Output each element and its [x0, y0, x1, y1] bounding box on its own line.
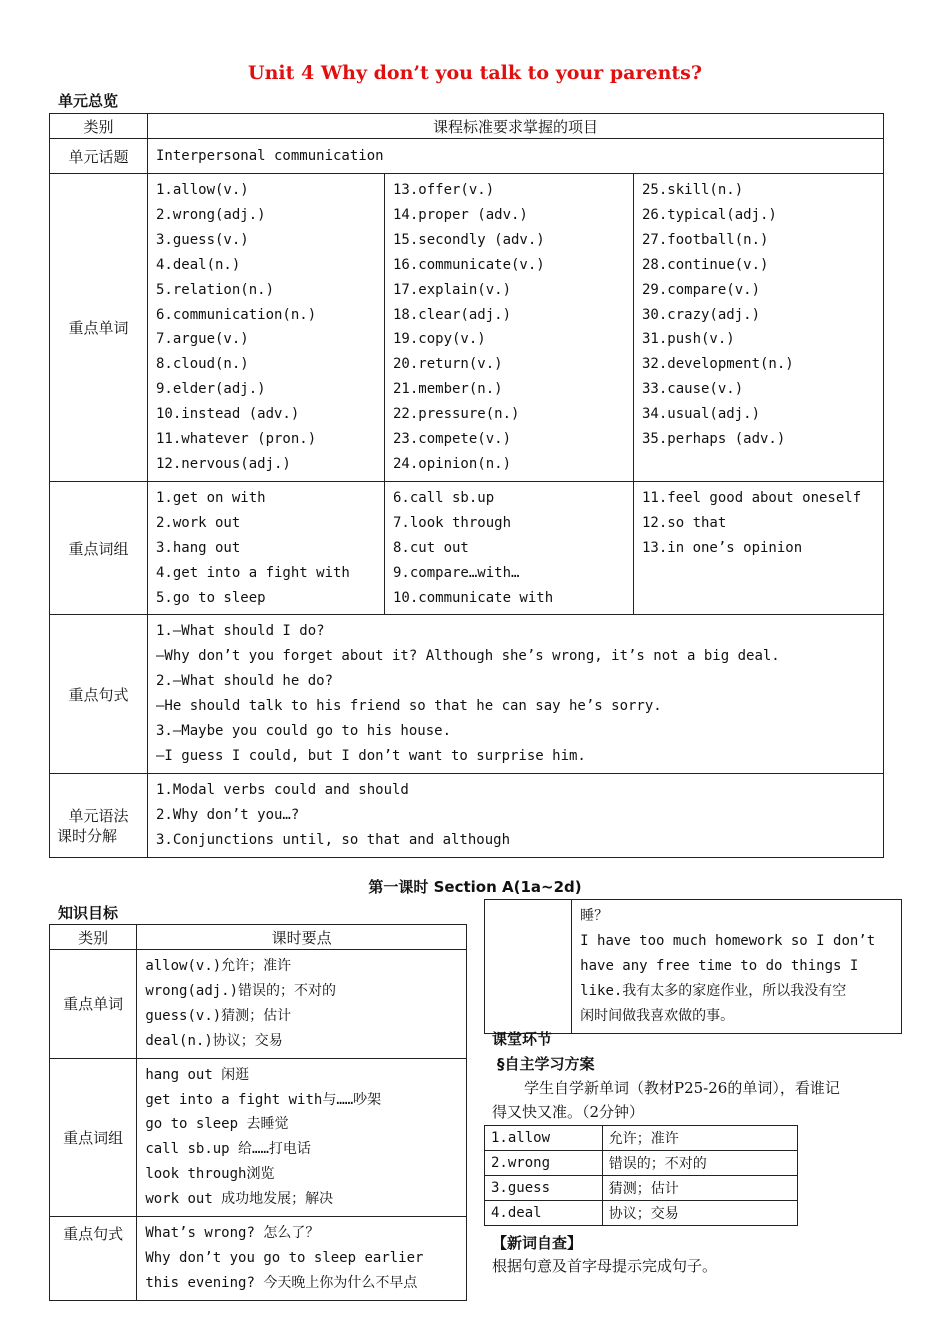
line-item: 3.guess(v.): [156, 231, 249, 248]
line-item: allow(v.)允许；准许: [145, 958, 292, 974]
line-item: 27.football(n.): [642, 231, 769, 248]
line-item: have any free time to do things I: [580, 957, 859, 974]
line-item: 34.usual(adj.): [642, 406, 761, 423]
sentences-label: 重点句式: [50, 615, 148, 773]
vocab-row: [485, 1201, 798, 1226]
left-header-category: 类别: [50, 925, 137, 950]
line-item: 2.wrong(adj.): [156, 206, 266, 223]
line-item: 3.Conjunctions until, so that and although: [156, 831, 511, 848]
line-item: like.我有太多的家庭作业，所以我没有空: [580, 982, 847, 999]
left-phrases-label: 重点词组: [50, 1058, 137, 1216]
line-item: work out 成功地发展；解决: [145, 1191, 334, 1208]
line-item: 33.cause(v.): [642, 381, 744, 398]
line-item: 9.compare…with…: [393, 564, 520, 581]
line-item: go to sleep 去睡觉: [145, 1116, 289, 1133]
line-item: 13.offer(v.): [393, 182, 495, 198]
line-item: guess(v.)猜测；估计: [145, 1007, 292, 1024]
lesson-breakdown-heading: 课时分解: [57, 827, 118, 845]
line-item: 29.compare(v.): [642, 281, 761, 298]
line-item: 睡？: [580, 908, 609, 924]
words-label: 重点单词: [50, 174, 148, 482]
phrases-col2: [385, 481, 634, 615]
line-item: 11.feel good about oneself: [642, 489, 862, 506]
line-item: 1.allow(v.): [156, 182, 249, 198]
left-words-label: 重点单词: [50, 950, 137, 1059]
phrases-col1: [148, 481, 385, 615]
right-sentences-lines: [572, 900, 902, 1034]
vocab-word: 3.guess: [485, 1176, 603, 1201]
left-header-points: 课时要点: [137, 925, 467, 950]
left-sentences-label: 重点句式: [50, 1217, 137, 1301]
line-item: What’s wrong? 怎么了？: [145, 1225, 320, 1242]
vocab-word: 4.deal: [485, 1201, 603, 1226]
vocab-row: [485, 1126, 798, 1151]
line-item: 2.Why don’t you…?: [156, 806, 300, 823]
vocab-row: [485, 1151, 798, 1176]
line-item: I have too much homework so I don’t: [580, 932, 876, 949]
line-item: 21.member(n.): [393, 381, 503, 398]
instruction-text: 根据句意及首字母提示完成句子。: [492, 1257, 718, 1275]
line-item: 7.argue(v.): [156, 331, 249, 348]
line-item: —He should talk to his friend so that he can say he’s sorry.: [156, 698, 662, 715]
line-item: 25.skill(n.): [642, 182, 744, 198]
line-item: 35.perhaps (adv.): [642, 431, 786, 448]
line-item: 12.so that: [642, 514, 727, 531]
words-col1: [148, 174, 385, 482]
line-item: look through浏览: [145, 1166, 275, 1183]
words-col3: [634, 174, 884, 482]
continued-sentences-table: [484, 899, 902, 1034]
line-item: 1.Modal verbs could and should: [156, 781, 409, 798]
line-item: 8.cloud(n.): [156, 356, 249, 373]
line-item: 28.continue(v.): [642, 256, 769, 273]
left-words-lines: [137, 950, 467, 1059]
vocab-word: 2.wrong: [485, 1151, 603, 1176]
line-item: 9.elder(adj.): [156, 381, 266, 398]
page-title: Unit 4 Why don’t you talk to your parents?: [248, 62, 702, 84]
vocab-word: 1.allow: [485, 1126, 603, 1151]
line-item: 15.secondly (adv.): [393, 231, 545, 248]
left-sentences-lines: [137, 1217, 467, 1301]
line-item: this evening? 今天晚上你为什么不早点: [145, 1274, 418, 1291]
line-item: 18.clear(adj.): [393, 306, 512, 323]
line-item: 19.copy(v.): [393, 331, 486, 348]
line-item: —I guess I could, but I don’t want to surprise him.: [156, 747, 586, 764]
line-item: 14.proper (adv.): [393, 206, 528, 223]
line-item: wrong(adj.)错误的；不对的: [145, 982, 337, 999]
header-category: 类别: [50, 114, 148, 139]
line-item: 23.compete(v.): [393, 431, 512, 448]
vocab-row: [485, 1176, 798, 1201]
self-study-heading: §自主学习方案: [497, 1055, 595, 1073]
line-item: 8.cut out: [393, 539, 469, 556]
words-col2: [385, 174, 634, 482]
line-item: 30.crazy(adj.): [642, 306, 761, 323]
knowledge-table: [49, 924, 467, 1301]
line-item: 3.hang out: [156, 539, 241, 556]
left-phrases-lines: [137, 1058, 467, 1216]
phrases-col3: [634, 481, 884, 615]
vocab-meaning: 允许；准许: [602, 1126, 797, 1151]
topic-value: Interpersonal communication: [148, 139, 884, 174]
line-item: 20.return(v.): [393, 356, 503, 373]
line-item: 3.—Maybe you could go to his house.: [156, 723, 452, 740]
phrases-label: 重点词组: [50, 481, 148, 615]
line-item: 4.get into a fight with: [156, 564, 350, 581]
line-item: 5.go to sleep: [156, 589, 266, 606]
line-item: 26.typical(adj.): [642, 206, 777, 223]
lesson-title: 第一课时 Section A(1a~2d): [368, 878, 582, 896]
new-word-check-heading: 【新词自查】: [492, 1234, 583, 1252]
overview-heading: 单元总览: [58, 92, 119, 110]
line-item: 24.opinion(n.): [393, 455, 512, 472]
line-item: 22.pressure(n.): [393, 406, 520, 423]
self-study-line-2: 得又快又准。（2分钟）: [492, 1103, 645, 1121]
line-item: get into a fight with与……吵架: [145, 1091, 382, 1108]
self-study-text: [492, 1076, 902, 1124]
self-study-line-1: 学生自学新单词（教材P25-26的单词），看谁记: [524, 1079, 840, 1097]
line-item: 7.look through: [393, 514, 512, 531]
line-item: Why don’t you go to sleep earlier: [145, 1249, 424, 1266]
line-item: call sb.up 给……打电话: [145, 1141, 311, 1158]
line-item: 2.—What should he do?: [156, 673, 334, 690]
line-item: 10.communicate with: [393, 589, 554, 606]
right-empty-cell: [485, 900, 572, 1034]
line-item: 4.deal(n.): [156, 256, 241, 273]
line-item: 2.work out: [156, 514, 241, 531]
line-item: hang out 闲逛: [145, 1066, 250, 1083]
header-items: 课程标准要求掌握的项目: [148, 114, 884, 139]
grammar-lines: [148, 773, 884, 857]
line-item: 31.push(v.): [642, 331, 735, 348]
line-item: —Why don’t you forget about it? Although she’s wrong, it’s not a big deal.: [156, 648, 780, 665]
line-item: 6.call sb.up: [393, 489, 495, 506]
line-item: 闲时间做我喜欢做的事。: [580, 1007, 735, 1024]
knowledge-heading: 知识目标: [58, 904, 119, 922]
vocab-meaning: 错误的；不对的: [602, 1151, 797, 1176]
line-item: 10.instead (adv.): [156, 406, 300, 423]
line-item: 12.nervous(adj.): [156, 455, 291, 472]
line-item: 32.development(n.): [642, 356, 794, 373]
line-item: 6.communication(n.): [156, 306, 317, 323]
vocab-table: [484, 1125, 798, 1226]
topic-label: 单元话题: [50, 139, 148, 174]
unit-overview-table: [49, 113, 884, 858]
line-item: 1.get on with: [156, 489, 266, 506]
line-item: 11.whatever (pron.): [156, 431, 317, 448]
classroom-heading: 课堂环节: [492, 1030, 553, 1048]
line-item: 16.communicate(v.): [393, 256, 545, 273]
line-item: 17.explain(v.): [393, 281, 512, 298]
line-item: deal(n.)协议；交易: [145, 1032, 283, 1049]
line-item: 13.in one’s opinion: [642, 539, 803, 556]
line-item: 1.—What should I do?: [156, 623, 325, 640]
line-item: 5.relation(n.): [156, 281, 275, 298]
vocab-meaning: 猜测；估计: [602, 1176, 797, 1201]
grammar-label: 单元语法: [50, 773, 148, 857]
sentences-lines: [148, 615, 884, 773]
vocab-meaning: 协议；交易: [602, 1201, 797, 1226]
